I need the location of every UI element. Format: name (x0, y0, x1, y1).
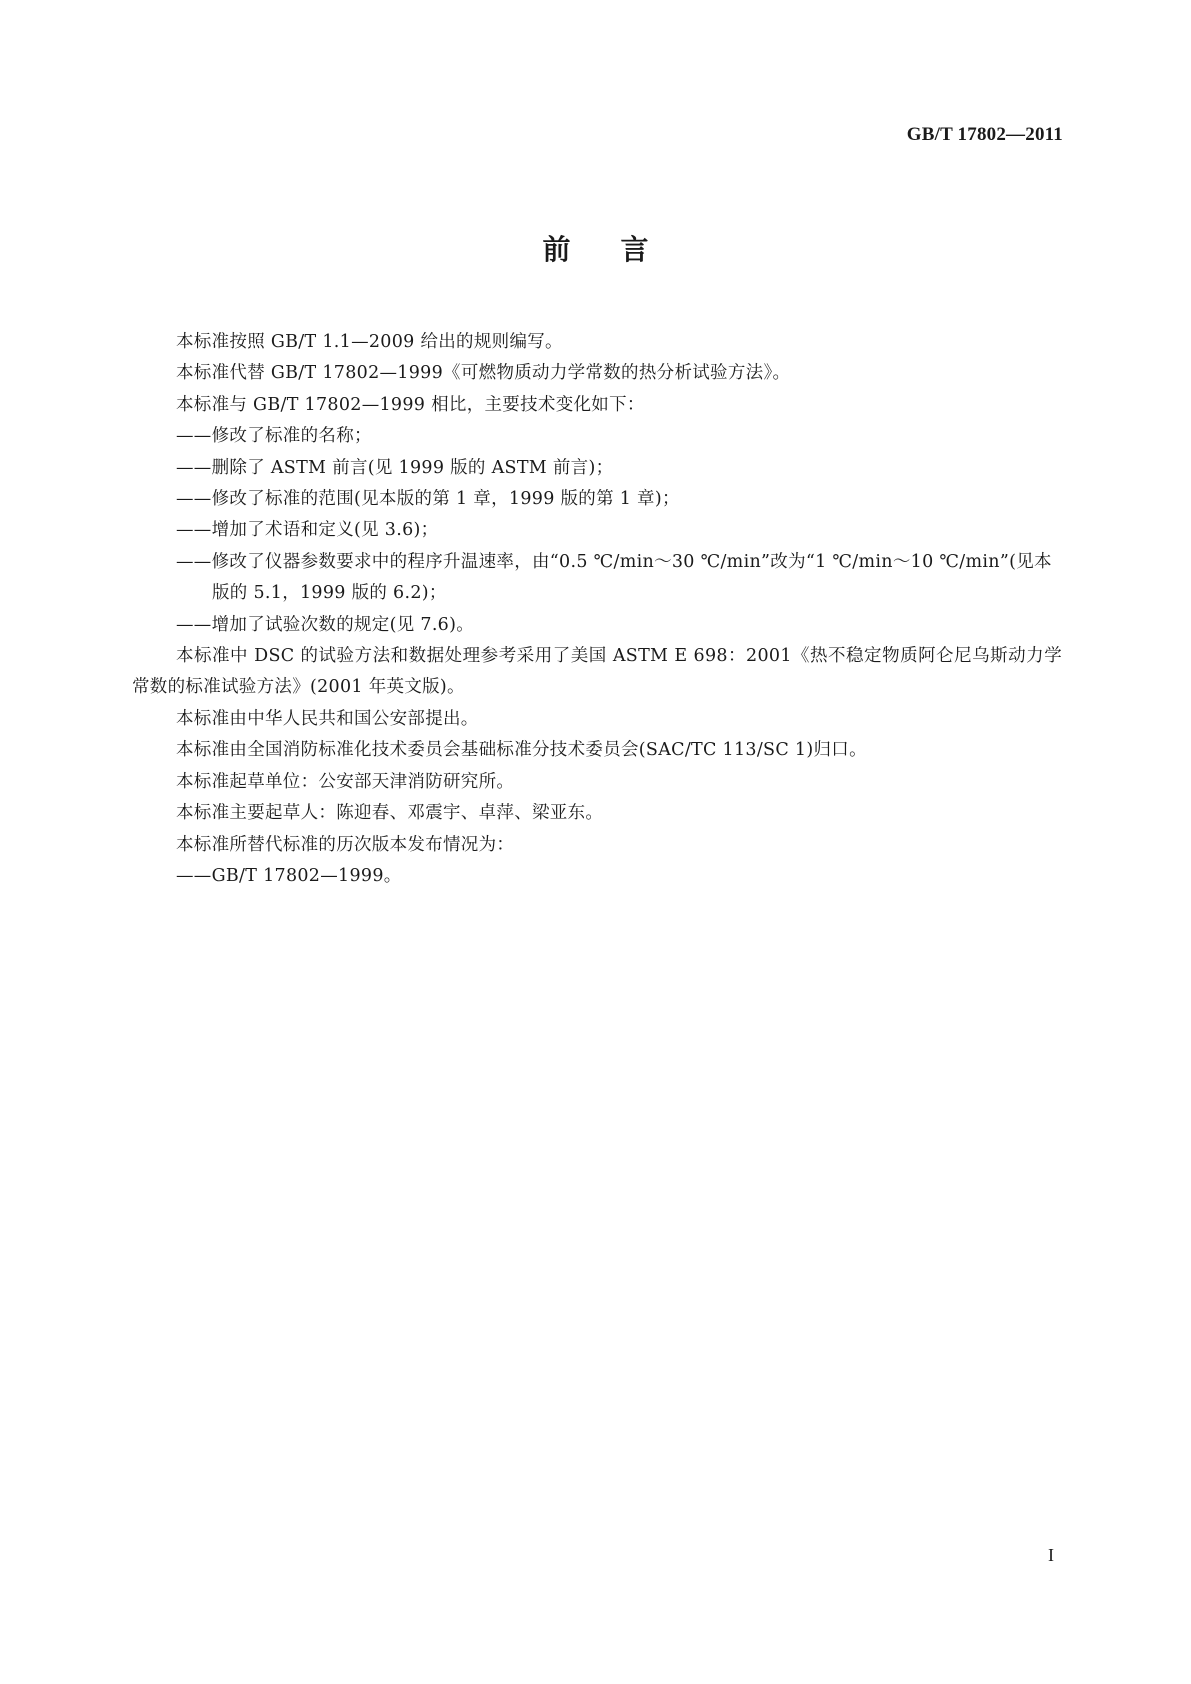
paragraph-reference-standard: 本标准中 DSC 的试验方法和数据处理参考采用了美国 ASTM E 698：2001《热不稳定物质阿仑尼乌斯动力学常数的标准试验方法》(2001 年英文版)。 (132, 646, 1062, 698)
page-title: 前言 (542, 233, 699, 266)
history-item: ——GB/T 17802—1999。 (176, 865, 402, 886)
paragraph-drafters: 本标准主要起草人：陈迎春、邓震宇、卓萍、梁亚东。 (176, 803, 604, 824)
paragraph-drafting-unit: 本标准起草单位：公安部天津消防研究所。 (176, 771, 515, 792)
paragraph-drafting-rules: 本标准按照 GB/T 1.1—2009 给出的规则编写。 (176, 332, 563, 352)
document-code: GB/T 17802—2011 (906, 124, 1063, 145)
page-number: I (1048, 1545, 1054, 1565)
change-item: ——增加了术语和定义(见 3.6)； (176, 520, 439, 541)
change-item: ——增加了试验次数的规定(见 7.6)。 (176, 614, 475, 635)
paragraph-replaces: 本标准代替 GB/T 17802—1999《可燃物质动力学常数的热分析试验方法》。 (176, 363, 791, 384)
paragraph-history-intro: 本标准所替代标准的历次版本发布情况为： (176, 834, 515, 855)
change-item: ——删除了 ASTM 前言(见 1999 版的 ASTM 前言)； (176, 457, 614, 478)
change-item: ——修改了仪器参数要求中的程序升温速率，由“0.5 ℃/min～30 ℃/min”改为“1 ℃/min～10 ℃/min”(见本版的 5.1，1999 版的 6.2)； (176, 551, 1052, 604)
paragraph-technical-committee: 本标准由全国消防标准化技术委员会基础标准分技术委员会(SAC/TC 113/SC 1)归口。 (176, 740, 867, 761)
foreword-body (132, 327, 1062, 892)
paragraph-proposer: 本标准由中华人民共和国公安部提出。 (176, 708, 479, 729)
paragraph-changes-intro: 本标准与 GB/T 17802—1999 相比，主要技术变化如下： (176, 394, 645, 415)
change-item: ——修改了标准的名称； (176, 426, 372, 447)
change-item: ——修改了标准的范围(见本版的第 1 章，1999 版的第 1 章)； (176, 489, 680, 510)
